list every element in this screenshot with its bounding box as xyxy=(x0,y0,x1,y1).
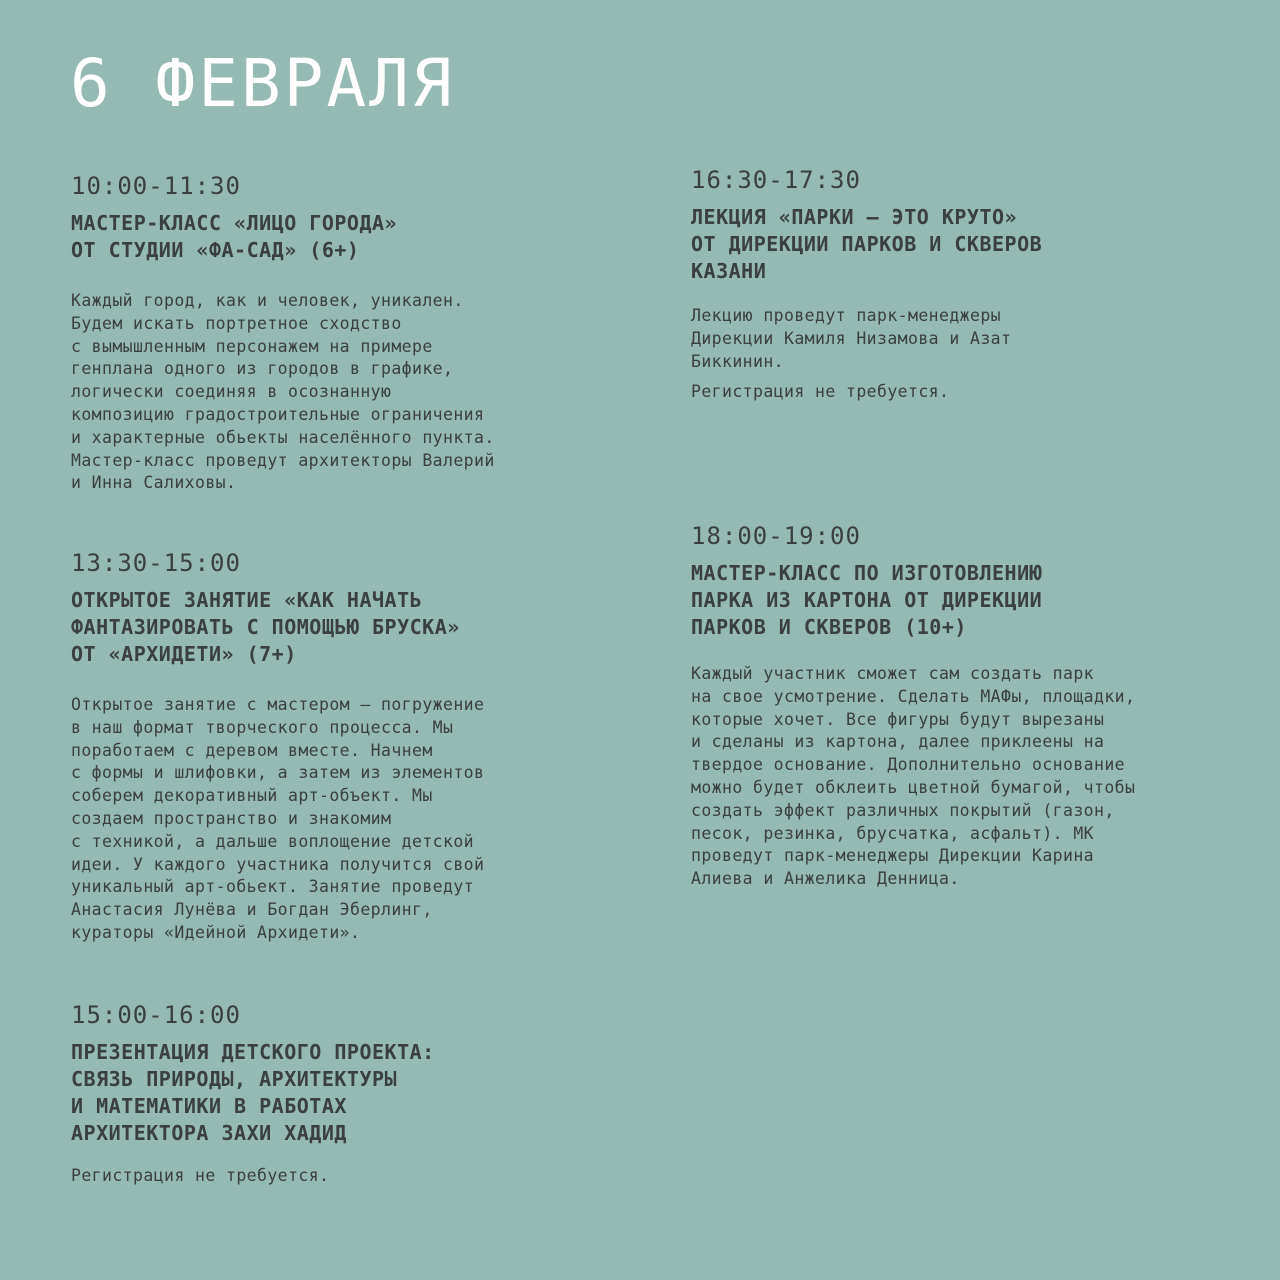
event-description: Каждый участник сможет сам создать парк на свое усмотрение. Сделать МАФы, площадки, которые хочет. Все фигуры будут вырезаны и сделаны из картона, далее приклеены на твердое основание. Дополнительно основание можно будет обклеить цветной бумагой, чтобы создать эффект различных покрытий (газон, песок, резинка, брусчатка, асфальт). МК проведут парк-менеджеры Дирекции Карина Алиева и Анжелика Денница. xyxy=(691,664,1136,889)
event-time: 18:00-19:00 xyxy=(691,522,861,550)
event-description: Лекцию проведут парк-менеджеры Дирекции Камиля Низамова и Азат Биккинин. xyxy=(691,306,1012,371)
event-title: ОТКРЫТОЕ ЗАНЯТИЕ «КАК НАЧАТЬ ФАНТАЗИРОВАТЬ С ПОМОЩЬЮ БРУСКА» ОТ «АРХИДЕТИ» (7+) xyxy=(71,588,460,666)
event-title: МАСТЕР-КЛАСС «ЛИЦО ГОРОДА» ОТ СТУДИИ «ФА-САД» (6+) xyxy=(71,211,398,262)
event-block xyxy=(691,522,1251,891)
event-time: 16:30-17:30 xyxy=(691,166,861,194)
event-description: Каждый город, как и человек, уникален. Будем искать портретное сходство с вымышленным персонажем на примере генплана одного из городов в графике, логически соединяя в осознанную композицию градостроительные ограничения и характерные обьекты населённого пункта. Мастер-класс проведут архитекторы Валерий и Инна Салиховы. xyxy=(71,291,495,493)
event-time: 15:00-16:00 xyxy=(71,1001,241,1029)
event-description: Открытое занятие с мастером – погружение в наш формат творческого процесса. Мы поработаем с деревом вместе. Начнем с формы и шлифовки, а затем из элементов соберем декоративный арт-объект. Мы создаем пространство и знакомим с техникой, а дальше воплощение детской идеи. У каждого участника получится свой уникальный арт-обьект. Занятие проведут Анастасия Лунёва и Богдан Эберлинг, кураторы «Идейной Архидети». xyxy=(71,695,485,942)
event-block xyxy=(71,549,631,945)
event-time: 10:00-11:30 xyxy=(71,172,241,200)
event-title: ЛЕКЦИЯ «ПАРКИ – ЭТО КРУТО» ОТ ДИРЕКЦИИ ПАРКОВ И СКВЕРОВ КАЗАНИ xyxy=(691,205,1043,283)
event-block xyxy=(691,166,1251,404)
event-title: МАСТЕР-КЛАСС ПО ИЗГОТОВЛЕНИЮ ПАРКА ИЗ КАРТОНА ОТ ДИРЕКЦИИ ПАРКОВ И СКВЕРОВ (10+) xyxy=(691,561,1043,639)
page-title: 6 ФЕВРАЛЯ xyxy=(70,45,455,122)
event-time: 13:30-15:00 xyxy=(71,549,241,577)
event-title: ПРЕЗЕНТАЦИЯ ДЕТСКОГО ПРОЕКТА: СВЯЗЬ ПРИРОДЫ, АРХИТЕКТУРЫ И МАТЕМАТИКИ В РАБОТАХ АРХИТЕКТОРА ЗАХИ ХАДИД xyxy=(71,1040,435,1145)
registration-note: Регистрация не требуется. xyxy=(691,382,950,402)
event-block xyxy=(71,172,631,495)
event-block xyxy=(71,1001,631,1188)
event-description: Регистрация не требуется. xyxy=(71,1166,330,1185)
